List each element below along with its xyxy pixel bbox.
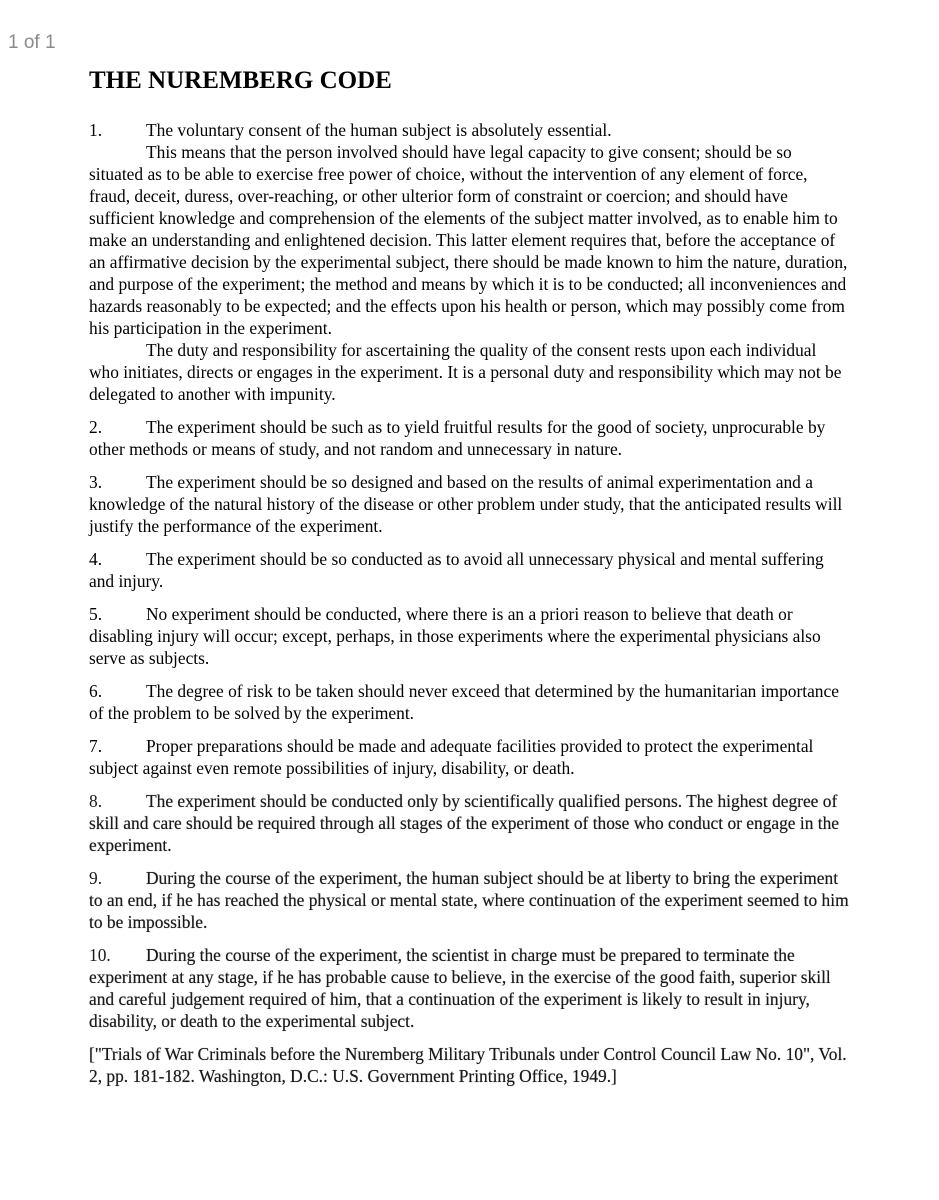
code-item-4 — [89, 548, 849, 592]
item-number: 9. — [89, 868, 103, 888]
code-item-1 — [89, 119, 849, 405]
code-item-10 — [89, 944, 849, 1032]
document-title: THE NUREMBERG CODE — [89, 67, 392, 94]
code-item-9 — [89, 867, 849, 933]
code-item-5 — [89, 603, 849, 669]
item-text: The experiment should be such as to yield fruitful results for the good of society, unprocurable by other methods or means of study, and not random and unnecessary in nature. — [89, 417, 826, 459]
item-text: The experiment should be conducted only by scientifically qualified persons. The highest degree of skill and care should be required through all stages of the experiment of those who conduct or engage in the experiment. — [89, 791, 839, 855]
code-item-8 — [89, 790, 849, 856]
code-item-1-paragraph-2: This means that the person involved should have legal capacity to give consent; should be so situated as to be able to exercise free power of choice, without the intervention of any element of force, fraud, deceit, duress, over-reaching, or other ulterior form of constraint or coercion; and should have sufficient knowledge and comprehension of the elements of the subject matter involved, as to enable him to make an understanding and enlightened decision. This latter element requires that, before the acceptance of an affirmative decision by the experimental subject, there should be made known to him the nature, duration, and purpose of the experiment; the method and means by which it is to be conducted; all inconveniences and hazards reasonably to be expected; and the effects upon his health or person, which may possibly come from his participation in the experiment. — [89, 142, 848, 338]
item-number: 6. — [89, 681, 103, 701]
item-text: The voluntary consent of the human subject is absolutely essential. — [146, 120, 612, 140]
item-text: During the course of the experiment, the human subject should be at liberty to bring the experiment to an end, if he has reached the physical or mental state, where continuation of the experiment seemed to him to be impossible. — [89, 868, 849, 932]
item-text: Proper preparations should be made and adequate facilities provided to protect the experimental subject against even remote possibilities of injury, disability, or death. — [89, 736, 814, 778]
item-number: 2. — [89, 417, 103, 437]
item-text: During the course of the experiment, the scientist in charge must be prepared to terminate the experiment at any stage, if he has probable cause to believe, in the exercise of the good faith, superior skill and careful judgement required of him, that a continuation of the experiment is likely to result in injury, disability, or death to the experimental subject. — [89, 945, 831, 1031]
code-item-6 — [89, 680, 849, 724]
code-item-1-paragraph-3: The duty and responsibility for ascertaining the quality of the consent rests upon each individual who initiates, directs or engages in the experiment. It is a personal duty and responsibility which may not be delegated to another with impunity. — [89, 340, 842, 404]
item-text: No experiment should be conducted, where there is an a priori reason to believe that death or disabling injury will occur; except, perhaps, in those experiments where the experimental physicians also serve as subjects. — [89, 604, 821, 668]
code-item-1-intro — [89, 119, 849, 141]
item-number: 10. — [89, 945, 111, 965]
code-item-2 — [89, 416, 849, 460]
item-number: 5. — [89, 604, 103, 624]
item-number: 4. — [89, 549, 103, 569]
item-text: The experiment should be so designed and based on the results of animal experimentation and a knowledge of the natural history of the disease or other problem under study, that the anticipated results will justify the performance of the experiment. — [89, 472, 843, 536]
item-number: 1. — [89, 120, 103, 140]
item-number: 7. — [89, 736, 103, 756]
item-text: The degree of risk to be taken should never exceed that determined by the humanitarian importance of the problem to be solved by the experiment. — [89, 681, 839, 723]
item-number: 8. — [89, 791, 103, 811]
item-number: 3. — [89, 472, 103, 492]
code-item-3 — [89, 471, 849, 537]
page-indicator: 1 of 1 — [8, 32, 56, 53]
document-page — [89, 66, 849, 1087]
source-citation: ["Trials of War Criminals before the Nuremberg Military Tribunals under Control Council Law No. 10", Vol. 2, pp. 181-182. Washington, D.C.: U.S. Government Printing Office, 1949.] — [89, 1044, 847, 1086]
code-item-7 — [89, 735, 849, 779]
item-text: The experiment should be so conducted as to avoid all unnecessary physical and mental suffering and injury. — [89, 549, 824, 591]
